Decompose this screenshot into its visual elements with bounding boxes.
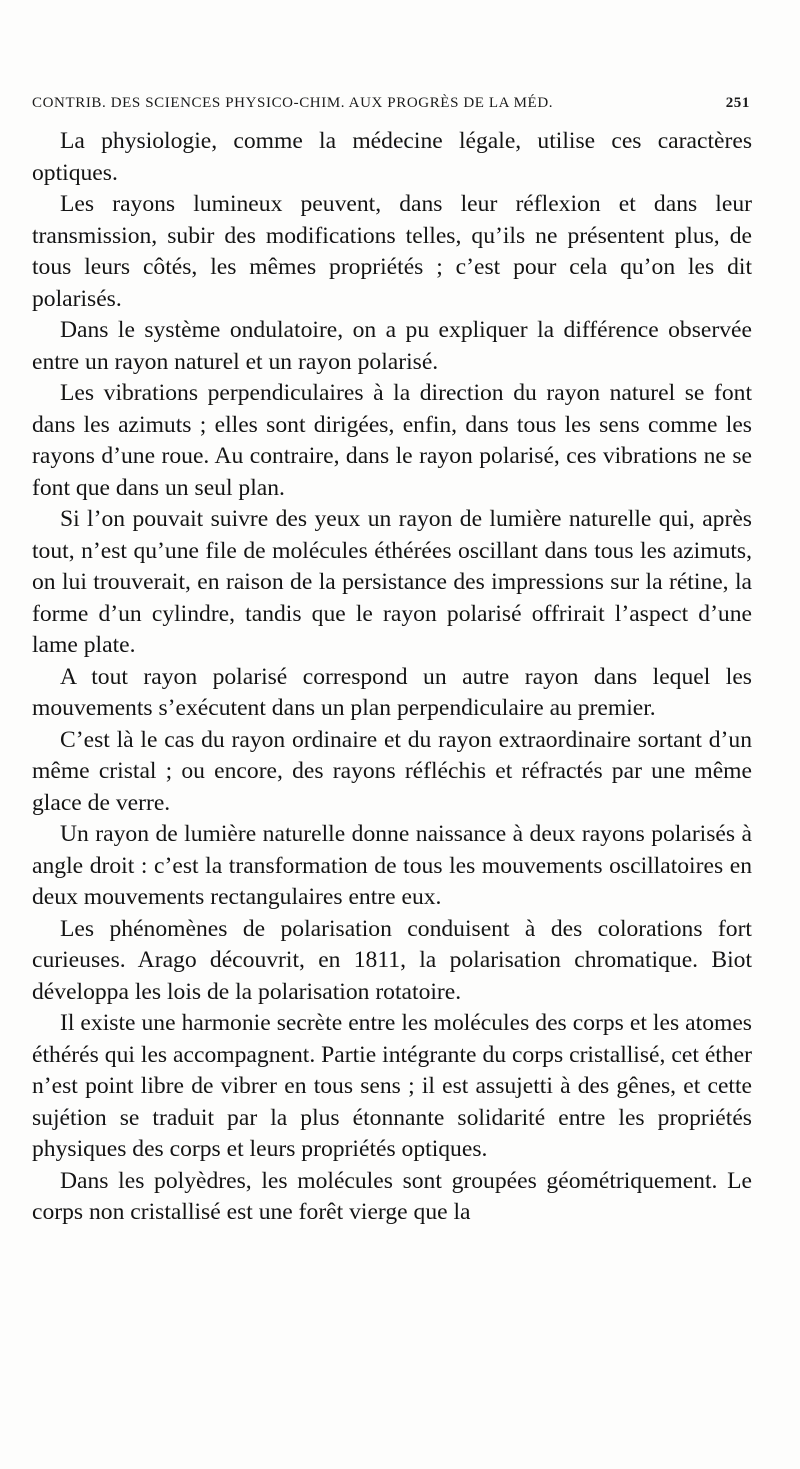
- paragraph: Les vibrations perpendiculaires à la direction du rayon naturel se font dans les azimuts ; elles sont dirigées, enfin, dans tous les sens comme les rayons d’une roue. Au contraire, dans le rayon polarisé, ces vibrations ne se font que dans un seul plan.: [32, 380, 752, 501]
- paragraph: Il existe une harmonie secrète entre les molécules des corps et les atomes éthérés qui les accompagnent. Partie intégrante du corps cristallisé, cet éther n’est point libre de vibrer en tous sens ; il est assujetti à des gênes, et cette sujétion se traduit par la plus étonnante solidarité entre les propriétés physiques des corps et leurs propriétés optiques.: [32, 1010, 752, 1162]
- body-text: [32, 126, 752, 1229]
- running-header: [32, 90, 750, 116]
- paragraph: A tout rayon polarisé correspond un autre rayon dans lequel les mouvements s’exécutent dans un plan perpendiculaire au premier.: [32, 663, 752, 721]
- paragraph: Les rayons lumineux peuvent, dans leur réflexion et dans leur transmission, subir des modifications telles, qu’ils ne présentent plus, de tous leurs côtés, les mêmes propriétés ; c’est pour cela qu’on les dit polarisés.: [32, 191, 752, 312]
- paragraph: Si l’on pouvait suivre des yeux un rayon de lumière naturelle qui, après tout, n’est qu’une file de molécules éthérées oscillant dans tous les azimuts, on lui trouverait, en raison de la persistance des impressions sur la rétine, la forme d’un cylindre, tandis que le rayon polarisé offrirait l’aspect d’une lame plate.: [32, 506, 752, 658]
- paragraph: Dans les polyèdres, les molécules sont groupées géométriquement. Le corps non cristallisé est une forêt vierge que la: [32, 1167, 752, 1225]
- page-number: 251: [725, 95, 750, 111]
- running-title: CONTRIB. DES SCIENCES PHYSICO-CHIM. AUX PROGRÈS DE LA MÉD.: [32, 95, 554, 111]
- paragraph: Les phénomènes de polarisation conduisent à des colorations fort curieuses. Arago découvrit, en 1811, la polarisation chromatique. Biot développa les lois de la polarisation rotatoire.: [32, 915, 752, 1005]
- paragraph: Dans le système ondulatoire, on a pu expliquer la différence observée entre un rayon naturel et un rayon polarisé.: [32, 317, 752, 375]
- paragraph: La physiologie, comme la médecine légale, utilise ces caractères optiques.: [32, 128, 752, 186]
- paragraph: C’est là le cas du rayon ordinaire et du rayon extraordinaire sortant d’un même cristal ; ou encore, des rayons réfléchis et réfractés par une même glace de verre.: [32, 726, 752, 816]
- paragraph: Un rayon de lumière naturelle donne naissance à deux rayons polarisés à angle droit : c’est la transformation de tous les mouvements oscillatoires en deux mouvements rectangulaires entre eux.: [32, 821, 752, 910]
